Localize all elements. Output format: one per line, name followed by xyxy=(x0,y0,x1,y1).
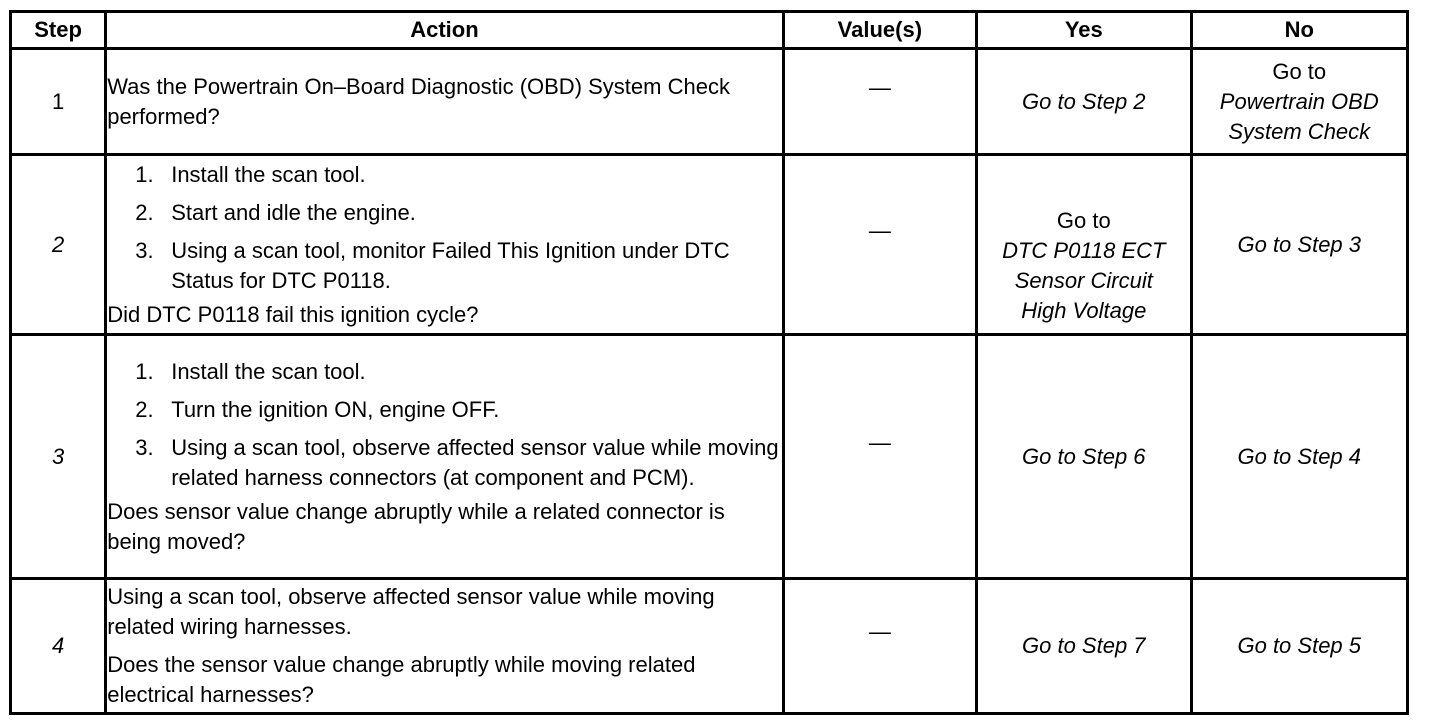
action-question: Did DTC P0118 fail this ignition cycle? xyxy=(107,301,479,327)
table-row xyxy=(11,155,1408,335)
action-cell xyxy=(106,579,783,714)
yes-cell xyxy=(977,155,1191,335)
no-cell xyxy=(1191,155,1407,335)
list-item: 2. Start and idle the engine. xyxy=(135,199,416,225)
yes-prefix: Go to xyxy=(1056,207,1111,233)
action-cell xyxy=(106,49,783,155)
yes-link-line-2[interactable]: Sensor Circuit xyxy=(1014,267,1153,293)
yes-cell xyxy=(977,49,1191,155)
step-number: 1 xyxy=(11,49,106,155)
action-text: Using a scan tool, observe affected sensor value while moving related wiring harnesses. xyxy=(107,584,715,639)
action-cell xyxy=(106,335,783,579)
value-dash: — xyxy=(868,74,891,100)
no-link[interactable]: Go to Step 3 xyxy=(1237,231,1362,257)
yes-link-line-1[interactable]: DTC P0118 ECT xyxy=(1002,237,1166,263)
no-link-line-1[interactable]: Powertrain OBD xyxy=(1219,88,1379,114)
list-item: 2. Turn the ignition ON, engine OFF. xyxy=(135,396,500,422)
yes-cell xyxy=(977,579,1191,714)
list-item-text: Turn the ignition ON, engine OFF. xyxy=(171,396,500,422)
list-item: 1. Install the scan tool. xyxy=(135,358,366,384)
diagnostic-table xyxy=(9,10,1409,715)
list-item: 3. Using a scan tool, monitor Failed This Ignition under DTC Status for DTC P0118. xyxy=(135,237,730,293)
value-dash: — xyxy=(868,429,891,455)
no-cell xyxy=(1191,579,1407,714)
yes-link[interactable]: Go to Step 6 xyxy=(1022,443,1146,469)
header-values: Value(s) xyxy=(783,12,976,49)
list-item-text: Install the scan tool. xyxy=(171,358,366,384)
header-yes: Yes xyxy=(977,12,1191,49)
yes-link[interactable]: Go to Step 7 xyxy=(1022,633,1146,658)
step-number: 3 xyxy=(11,335,106,579)
yes-cell xyxy=(977,335,1191,579)
list-item-text: Using a scan tool, monitor Failed This Ignition under DTC Status for DTC P0118. xyxy=(171,237,730,293)
list-item: 1. Install the scan tool. xyxy=(135,161,366,187)
list-item-text: Start and idle the engine. xyxy=(171,199,416,225)
value-dash: — xyxy=(868,217,891,243)
value-cell xyxy=(783,579,976,714)
header-no: No xyxy=(1191,12,1407,49)
value-cell xyxy=(783,49,976,155)
step-number: 2 xyxy=(11,155,106,335)
header-row xyxy=(11,12,1408,49)
list-item: 3. Using a scan tool, observe affected sensor value while moving related harness connectors (at component and PCM). xyxy=(135,434,779,490)
no-prefix: Go to xyxy=(1272,58,1327,84)
value-dash: — xyxy=(868,619,891,644)
action-question: Does sensor value change abruptly while a related connector is being moved? xyxy=(107,498,725,554)
table-row xyxy=(11,335,1408,579)
action-text: Was the Powertrain On–Board Diagnostic (OBD) System Check performed? xyxy=(107,73,730,129)
action-question: Does the sensor value change abruptly while moving related electrical harnesses? xyxy=(107,652,696,707)
no-link-line-2[interactable]: System Check xyxy=(1228,118,1371,144)
header-action: Action xyxy=(106,12,783,49)
header-step: Step xyxy=(11,12,106,49)
no-link[interactable]: Go to Step 5 xyxy=(1237,633,1362,658)
list-item-text: Using a scan tool, observe affected sensor value while moving related harness connectors (at component and PCM). xyxy=(171,434,779,490)
action-steps-list xyxy=(107,357,781,493)
yes-link-line-3[interactable]: High Voltage xyxy=(1021,297,1147,323)
no-link[interactable]: Go to Step 4 xyxy=(1237,443,1362,469)
action-cell xyxy=(106,155,783,335)
value-cell xyxy=(783,155,976,335)
action-steps-list xyxy=(107,160,781,296)
no-cell xyxy=(1191,335,1407,579)
table-row xyxy=(11,579,1408,714)
value-cell xyxy=(783,335,976,579)
no-cell xyxy=(1191,49,1407,155)
table-row xyxy=(11,49,1408,155)
list-item-text: Install the scan tool. xyxy=(171,161,366,187)
diagnostic-table-frame xyxy=(9,10,1409,715)
yes-link[interactable]: Go to Step 2 xyxy=(1022,88,1146,114)
step-number: 4 xyxy=(11,579,106,714)
